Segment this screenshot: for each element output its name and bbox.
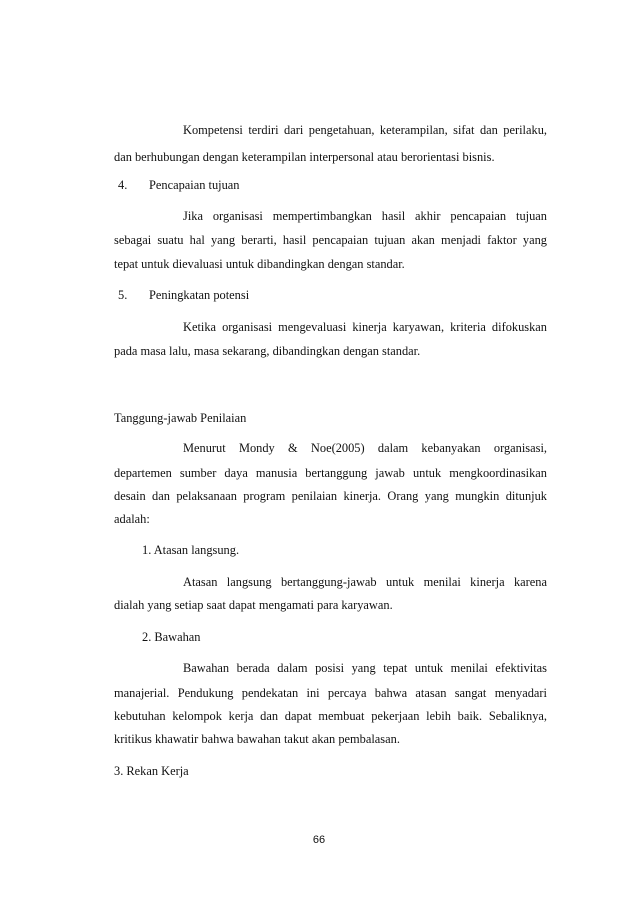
paragraph-line: tepat untuk dievaluasi untuk dibandingkan dengan standar. (114, 257, 405, 271)
paragraph-line: kebutuhan kelompok kerja dan dapat membuat pekerjaan lebih baik. Sebaliknya, (114, 709, 547, 723)
numbered-list-item: 3. Rekan Kerja (114, 764, 189, 778)
numbered-list-item: 2. Bawahan (142, 630, 201, 644)
page-number: 66 (312, 834, 326, 846)
paragraph-line: sebagai suatu hal yang berarti, hasil pencapaian tujuan akan menjadi faktor yang (114, 233, 547, 247)
paragraph-line: Ketika organisasi mengevaluasi kinerja karyawan, kriteria difokuskan (183, 320, 547, 334)
paragraph-line: desain dan pelaksanaan program penilaian kinerja. Orang yang mungkin ditunjuk (114, 489, 547, 503)
list-item-title: Peningkatan potensi (149, 288, 250, 302)
paragraph-line: dan berhubungan dengan keterampilan interpersonal atau berorientasi bisnis. (114, 150, 495, 164)
paragraph-line: pada masa lalu, masa sekarang, dibandingkan dengan standar. (114, 344, 421, 358)
numbered-list-item: 1. Atasan langsung. (142, 543, 240, 557)
paragraph-line: Jika organisasi mempertimbangkan hasil akhir pencapaian tujuan (183, 209, 547, 223)
paragraph-line: Kompetensi terdiri dari pengetahuan, keterampilan, sifat dan perilaku, (183, 123, 547, 137)
paragraph-line: departemen sumber daya manusia bertanggung jawab untuk mengkoordinasikan (114, 466, 547, 480)
paragraph-line: Menurut Mondy & Noe(2005) dalam kebanyakan organisasi, (183, 441, 547, 455)
section-heading: Tanggung-jawab Penilaian (114, 411, 247, 425)
paragraph-line: manajerial. Pendukung pendekatan ini percaya bahwa atasan sangat menyadari (114, 686, 547, 700)
list-number: 4. (118, 178, 128, 192)
list-item-title: Pencapaian tujuan (149, 178, 240, 192)
list-number: 5. (118, 288, 128, 302)
paragraph-line: adalah: (114, 512, 150, 526)
paragraph-line: dialah yang setiap saat dapat mengamati para karyawan. (114, 598, 393, 612)
paragraph-line: Bawahan berada dalam posisi yang tepat untuk menilai efektivitas (183, 661, 547, 675)
paragraph-line: kritikus khawatir bahwa bawahan takut akan pembalasan. (114, 732, 400, 746)
paragraph-line: Atasan langsung bertanggung-jawab untuk menilai kinerja karena (183, 575, 547, 589)
